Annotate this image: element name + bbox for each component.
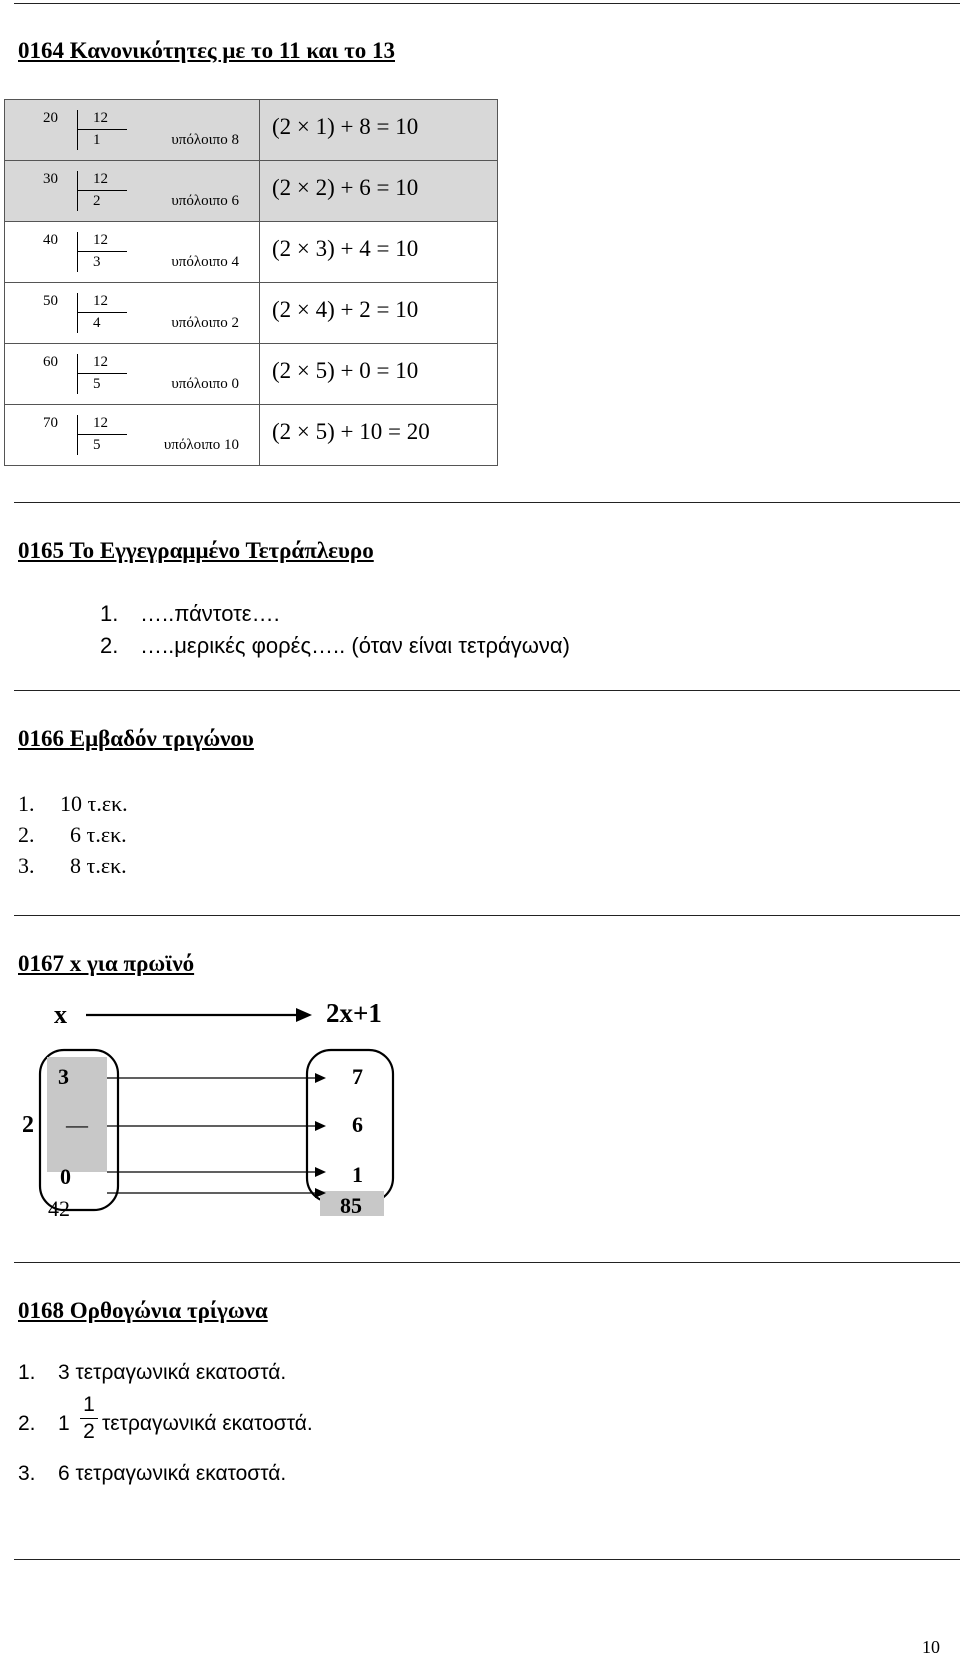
section-divider: [14, 502, 960, 503]
list-text: 3 τετραγωνικά εκατοστά.: [58, 1361, 287, 1384]
equation: (2 × 5) + 0 = 10: [272, 358, 419, 383]
domain-value: 3: [58, 1064, 69, 1089]
divisor: 12: [93, 354, 108, 370]
fraction-denominator: 2: [83, 1420, 95, 1443]
division-bracket: [77, 293, 78, 333]
section-title-0165: 0165 Το Εγγεγραμμένο Τετράπλευρο: [18, 538, 374, 563]
list-text: 6 τετραγωνικά εκατοστά.: [58, 1462, 287, 1485]
dividend: 60: [43, 354, 58, 370]
fraction: [78, 1393, 100, 1444]
dividend: 70: [43, 415, 58, 431]
section-title-0167: 0167 x για πρωϊνό: [18, 951, 195, 976]
quotient: 3: [93, 254, 101, 270]
division-bracket: [77, 354, 78, 394]
list-text: 10 τ.εκ.: [60, 791, 128, 816]
list-item: [18, 1462, 286, 1486]
quotient: 5: [93, 437, 101, 453]
function-mapping-diagram: [0, 980, 960, 1280]
division-bracket: [77, 232, 78, 272]
quotient: 4: [93, 315, 101, 331]
section-divider: [14, 915, 960, 916]
list-item: [18, 822, 127, 848]
remainder: υπόλοιπο 0: [171, 376, 239, 392]
list-text: 8 τ.εκ.: [70, 853, 127, 878]
section-title-0166: 0166 Εμβαδόν τριγώνου: [18, 726, 254, 751]
section-divider: [14, 3, 960, 4]
equation: (2 × 2) + 6 = 10: [272, 175, 419, 200]
division-bracket: [77, 415, 78, 455]
list-item: [100, 633, 570, 659]
remainder: υπόλοιπο 6: [171, 193, 239, 209]
list-number: 1.: [18, 791, 35, 816]
table-row: [5, 283, 498, 344]
divisor: 12: [93, 232, 108, 248]
divisor: 12: [93, 171, 108, 187]
domain-value: 42: [48, 1196, 70, 1221]
remainder: υπόλοιπο 10: [163, 437, 239, 453]
quotient: 2: [93, 193, 101, 209]
division-bracket: [77, 110, 78, 150]
equation: (2 × 4) + 2 = 10: [272, 297, 419, 322]
division-bracket: [77, 171, 78, 211]
section-divider: [14, 1559, 960, 1560]
range-value: 6: [352, 1112, 363, 1137]
division-table: [4, 99, 498, 466]
dividend: 50: [43, 293, 58, 309]
range-value: 1: [352, 1162, 363, 1187]
dividend: 30: [43, 171, 58, 187]
section-divider: [14, 1262, 960, 1263]
domain-value: 2: [22, 1112, 34, 1138]
arrow-head: [296, 1008, 312, 1022]
table-row: [5, 100, 498, 161]
equation: (2 × 3) + 4 = 10: [272, 236, 419, 261]
section-divider: [14, 690, 960, 691]
list-number: 3.: [18, 1462, 36, 1485]
divisor: 12: [93, 293, 108, 309]
equation: (2 × 1) + 8 = 10: [272, 114, 419, 139]
dividend: 20: [43, 110, 58, 126]
remainder: υπόλοιπο 8: [171, 132, 239, 148]
dividend: 40: [43, 232, 58, 248]
input-label: x: [54, 1000, 67, 1029]
fraction-numerator: 1: [83, 1393, 95, 1416]
list-item: [18, 791, 128, 817]
list-item: [18, 1412, 70, 1436]
list-number: 3.: [18, 853, 35, 878]
list-item: [18, 853, 127, 879]
range-value: 7: [352, 1064, 363, 1089]
quotient: 1: [93, 132, 101, 148]
list-text: …..μερικές φορές….. (όταν είναι τετράγωνα): [140, 633, 570, 658]
remainder: υπόλοιπο 2: [171, 315, 239, 331]
range-value: 85: [340, 1193, 362, 1218]
divisor: 12: [93, 110, 108, 126]
list-item: [100, 601, 280, 627]
table-row: [5, 344, 498, 405]
list-text: 6 τ.εκ.: [70, 822, 127, 847]
list-item: [18, 1361, 286, 1385]
remainder: υπόλοιπο 4: [171, 254, 239, 270]
section-title-0164: 0164 Κανονικότητες με το 11 και το 13: [18, 38, 395, 63]
divisor: 12: [93, 415, 108, 431]
list-number: 1.: [18, 1361, 36, 1384]
list-number: 2.: [18, 822, 35, 847]
list-number: 2.: [18, 1412, 36, 1435]
page-number: 10: [922, 1637, 940, 1657]
equation: (2 × 5) + 10 = 20: [272, 419, 430, 444]
domain-value: 0: [60, 1164, 71, 1189]
list-number: 2.: [100, 633, 119, 658]
output-label: 2x+1: [326, 998, 382, 1028]
mixed-whole: 1: [58, 1412, 70, 1435]
table-row: [5, 405, 498, 466]
list-text: …..πάντοτε….: [140, 601, 280, 626]
list-text: τετραγωνικά εκατοστά.: [102, 1412, 313, 1435]
quotient: 5: [93, 376, 101, 392]
domain-value: —: [66, 1112, 88, 1137]
list-number: 1.: [100, 601, 119, 626]
table-row: [5, 161, 498, 222]
table-row: [5, 222, 498, 283]
section-title-0168: 0168 Ορθογώνια τρίγωνα: [18, 1298, 268, 1323]
fraction-bar: [80, 1418, 98, 1419]
